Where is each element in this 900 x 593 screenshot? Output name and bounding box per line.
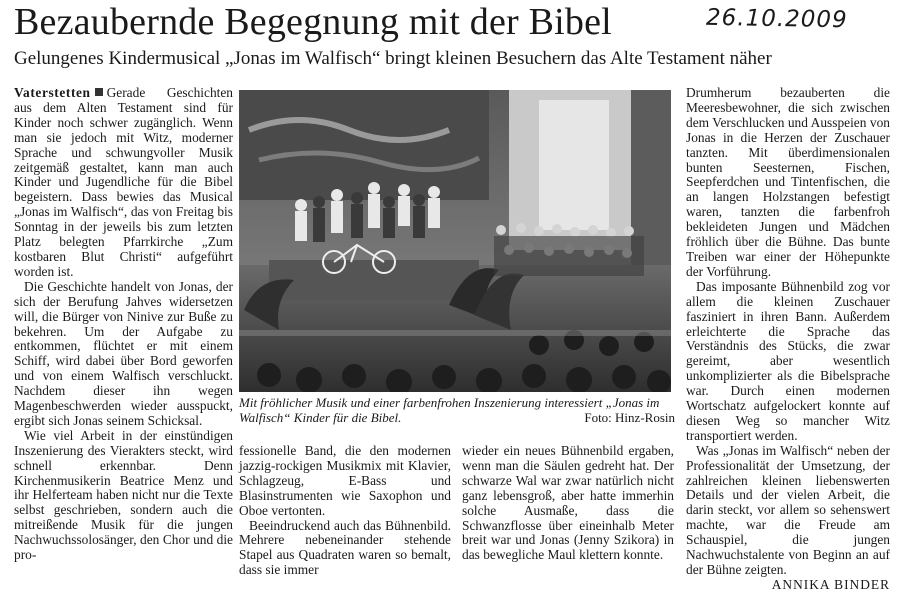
paragraph bbox=[14, 86, 233, 280]
paragraph-text: Gerade Geschichten aus dem Alten Testament sind für Kinder noch schwer zugänglich. Wenn man sie jedoch mit Witz, moderner Sprache und schwungvoller Musik zeitgemäß gestaltet, kann man auch Kinder und Jugendliche für die Bibel begeistern. Dass bewies das Musical „Jonas im Walfisch“, das von Freitag bis Sonntag in der jeweils bis zum letzten Platz belegten Pfarrkirche „Zum kostbaren Blut Christi“ aufgeführt worden ist. bbox=[14, 85, 233, 279]
subheadline: Gelungenes Kindermusical „Jonas im Walfisch“ bringt kleinen Besuchern das Alte Testament näher bbox=[14, 48, 772, 69]
paragraph: Beeindruckend auch das Bühnenbild. Mehrere nebeneinander stehende Stapel aus Quadraten waren so bemalt, dass sie immer bbox=[239, 517, 451, 578]
article-column-3 bbox=[462, 444, 674, 563]
article-column-4 bbox=[686, 86, 890, 593]
handwritten-date: 26.10.2009 bbox=[705, 4, 848, 34]
article-column-2 bbox=[239, 444, 451, 578]
paragraph: Drumherum bezauberten die Meeresbewohner, die sich zwischen dem Verschlucken und Ausspeien von Jonas in die Herzen der Zuschauer tanzten. Mit überdimensionalen bunten Seesternen, Fischen, Seepferdchen und Tintenfischen, die an langen Holzstangen befestigt waren, tanzten die farbenfroh bekleideten Jungen und Mädchen fröhlich über die Bühne. Das bunte Treiben war einer der Höhepunkte der Vorführung. bbox=[686, 85, 890, 279]
paragraph: Was „Jonas im Walfisch“ neben der Professionalität der Umsetzung, der zahlreichen kleinen liebenswerten Details und der vielen Arbeit, die darin steckt, vor allem so sehenswert machte, war die Freude am Schauspiel, die jungen Nachwuchstalente von Beginn an auf der Bühne zeigten. bbox=[686, 442, 890, 577]
stage-photo-image bbox=[239, 90, 671, 392]
paragraph: Die Geschichte handelt von Jonas, der sich der Berufung Jahves widersetzen will, die Bürger von Ninive zur Buße zu bekehren. Um der Aufgabe zu entkommen, flüchtet er mit einem Schiff, wird dabei über Bord geworfen und von einem Walfisch verschluckt. Nachdem dieser ihn wegen Magenbeschwerden wieder ausspuckt, ergibt sich Jonas seinem Schicksal. bbox=[14, 278, 233, 428]
dateline: Vaterstetten bbox=[14, 85, 91, 100]
photo-credit: Foto: Hinz-Rosin bbox=[584, 410, 675, 425]
paragraph: Das imposante Bühnenbild zog vor allem die kleinen Zuschauer fasziniert in ihren Bann. Außerdem erleichterte die Sprache das Verständnis des Stücks, die zwar gereimt, aber wesentlich unkomplizierter als die Bibelsprache war. Durch einen modernen Wortschatz aufgelockert konnte auf diesen Weg so mancher Witz transportiert werden. bbox=[686, 278, 890, 443]
caption-text: Mit fröhlicher Musik und einer farbenfrohen Inszenierung interessiert „Jonas im Walfisch“ Kinder für die Bibel. bbox=[239, 395, 660, 425]
headline: Bezaubernde Begegnung mit der Bibel bbox=[14, 1, 612, 43]
paragraph: Wie viel Arbeit in der einstündigen Inszenierung des Vierakters steckt, wird schnell erkennbar. Denn Kirchenmusikerin Beatrice Menz und ihr Helferteam haben nicht nur die Texte selbst geschrieben, sondern auch die mitreißende Musik für die jungen Nachwuchssolosänger, den Chor und die pro- bbox=[14, 427, 233, 563]
author-byline: ANNIKA BINDER bbox=[771, 576, 890, 592]
square-bullet-icon bbox=[95, 88, 103, 96]
paragraph: wieder ein neues Bühnenbild ergaben, wenn man die Säulen gedreht hat. Der schwarze Wal war zwar natürlich nicht ganz lebensgroß, aber hatte immerhin solche Ausmaße, dass die Schwanzflosse über eineinhalb Meter breit war und Jonas (Jenny Szikora) in das bewegliche Maul klettern konnte. bbox=[462, 443, 674, 563]
article-column-1 bbox=[14, 86, 233, 563]
photo-caption bbox=[239, 395, 675, 425]
paragraph: fessionelle Band, die den modernen jazzig-rockigen Musikmix mit Klavier, Schlagzeug, E-Bass und Blasinstrumenten wie Saxophon und Oboe vertonten. bbox=[239, 443, 451, 518]
stage-photo bbox=[239, 90, 671, 392]
